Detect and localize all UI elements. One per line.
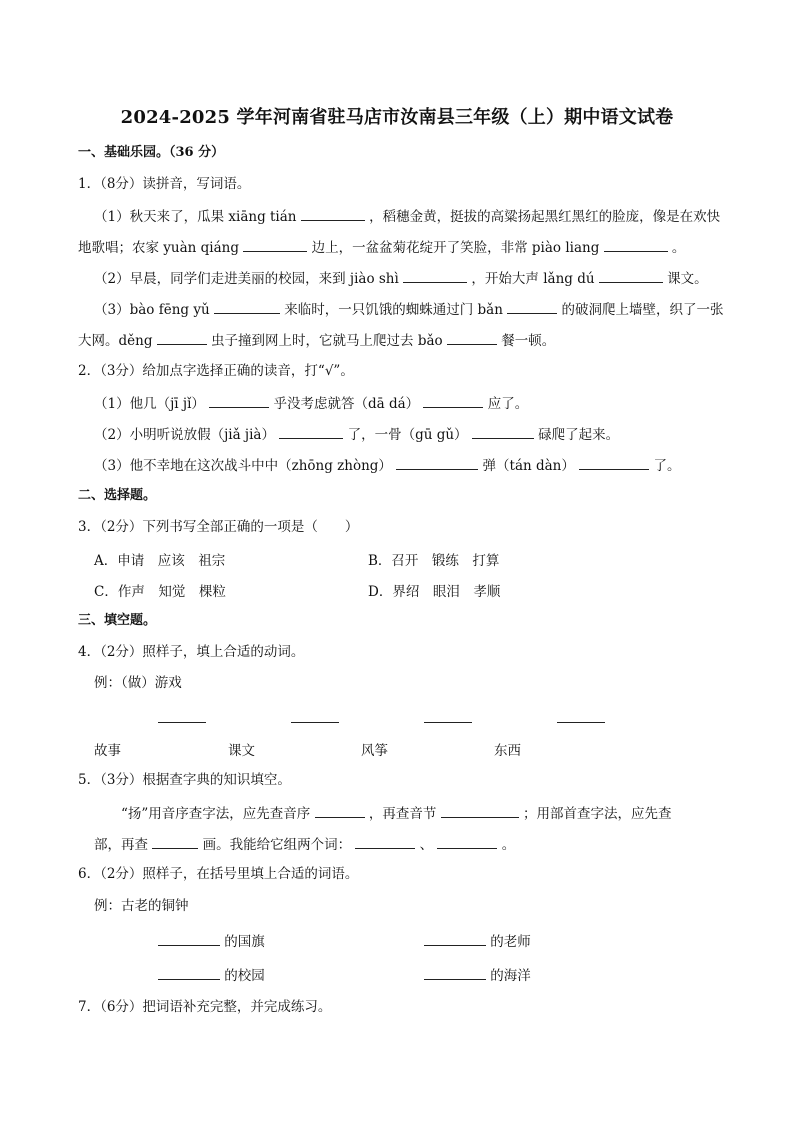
- section-heading-2: 二、选择题。: [78, 488, 157, 503]
- answer-blank[interactable]: [507, 299, 557, 314]
- pinyin-bao-feng-yu: bào fēng yǔ: [129, 302, 210, 318]
- pinyin-piao-liang: piào liang: [531, 240, 600, 256]
- answer-blank[interactable]: [209, 393, 269, 408]
- answer-blank[interactable]: [472, 424, 534, 439]
- question-1-part-3-line-2: 大网。děng 虫子撞到网上时，它就马上爬过去 bǎo 餐一顿。: [78, 330, 555, 350]
- pinyin-yuan-qiang: yuàn qiáng: [163, 240, 239, 256]
- pinyin-xiang-tian: xiāng tián: [228, 209, 297, 225]
- pinyin-ban: bǎn: [477, 302, 503, 318]
- question-2-line-1: （1）他几（jī jǐ） 乎没考虑就答（dā dá） 应了。: [94, 393, 528, 413]
- question-2-line-3: （3）他不幸地在这次战斗中中（zhōng zhòng） 弹（tán dàn） 了。: [94, 455, 680, 475]
- answer-blank[interactable]: [152, 834, 198, 849]
- answer-blank[interactable]: [599, 268, 663, 283]
- question-7-stem: 7．（6分）把词语补充完整，并完成练习。: [78, 999, 332, 1015]
- answer-blank[interactable]: [315, 803, 365, 818]
- answer-blank[interactable]: [423, 393, 483, 408]
- answer-blank[interactable]: [214, 299, 280, 314]
- question-1-part-3-line-1: （3）bào fēng yǔ 来临时，一只饥饿的蜘蛛通过门 bǎn 的破洞爬上墙壁，织了一张: [94, 299, 724, 319]
- question-5-line-1: “扬”用音序查字法，应先查音序 ，再查音节 ；用部首查字法，应先查: [121, 803, 672, 823]
- pinyin-lang-du: lǎng dú: [543, 271, 595, 287]
- answer-blank[interactable]: [158, 931, 220, 946]
- pinyin-bao: bǎo: [417, 333, 443, 349]
- question-2-line-2: （2）小明听说放假（jiǎ jià） 了，一骨（gū gǔ） 碌爬了起来。: [94, 424, 619, 444]
- answer-blank[interactable]: [403, 268, 467, 283]
- question-1-part-1-line-2: 地歌唱；农家 yuàn qiáng 边上，一盆盆菊花绽开了笑脸，非常 piào liang 。: [78, 237, 685, 257]
- option-c[interactable]: C．作声 知觉 棵粒: [94, 584, 226, 600]
- answer-blank[interactable]: [437, 834, 497, 849]
- answer-blank[interactable]: [291, 722, 339, 723]
- answer-blank[interactable]: [447, 330, 497, 345]
- answer-blank[interactable]: [424, 965, 486, 980]
- option-b[interactable]: B．召开 锻练 打算: [368, 553, 500, 569]
- question-6-example: 例：古老的铜钟: [94, 898, 189, 914]
- question-1-stem: 1．（8分）读拼音，写词语。: [78, 176, 251, 192]
- pinyin-deng: děng: [118, 333, 153, 349]
- question-3-stem: 3．（2分）下列书写全部正确的一项是（ ）: [78, 519, 359, 535]
- option-d[interactable]: D．界绍 眼泪 孝顺: [368, 584, 501, 600]
- question-1-part-1-line-1: （1）秋天来了，瓜果 xiāng tián ，稻穗金黄，挺拔的高粱扬起黑红黑红的脸庞，像是在欢快: [94, 206, 720, 226]
- answer-blank[interactable]: [355, 834, 415, 849]
- word-item: 故事: [94, 743, 121, 759]
- word-item: 课文: [228, 743, 255, 759]
- answer-blank[interactable]: [243, 237, 307, 252]
- answer-blank[interactable]: [424, 722, 472, 723]
- question-5-line-2: 部，再查 画。我能给它组两个词： 、 。: [94, 834, 515, 854]
- fill-item: 的国旗: [158, 930, 265, 950]
- question-6-stem: 6．（2分）照样子，在括号里填上合适的词语。: [78, 866, 359, 882]
- answer-blank[interactable]: [157, 330, 207, 345]
- section-heading-3: 三、填空题。: [78, 613, 157, 628]
- answer-blank[interactable]: [301, 206, 365, 221]
- section-heading-1: 一、基础乐园。（36 分）: [78, 145, 225, 160]
- answer-blank[interactable]: [279, 424, 343, 439]
- question-5-stem: 5．（3分）根据查字典的知识填空。: [78, 772, 291, 788]
- exam-title: 2024-2025 学年河南省驻马店市汝南县三年级（上）期中语文试卷: [120, 107, 674, 128]
- fill-item: 的老师: [424, 930, 531, 950]
- question-4-stem: 4．（2分）照样子，填上合适的动词。: [78, 644, 305, 660]
- answer-blank[interactable]: [158, 965, 220, 980]
- pinyin-jiao-shi: jiào shì: [349, 271, 399, 287]
- fill-item: 的海洋: [424, 964, 531, 984]
- answer-blank[interactable]: [604, 237, 668, 252]
- question-1-part-2: （2）早晨，同学们走进美丽的校园，来到 jiào shì ，开始大声 lǎng dú 课文。: [94, 268, 708, 288]
- answer-blank[interactable]: [557, 722, 605, 723]
- word-item: 风筝: [361, 743, 388, 759]
- fill-item: 的校园: [158, 964, 265, 984]
- answer-blank[interactable]: [158, 722, 206, 723]
- answer-blank[interactable]: [441, 803, 519, 818]
- answer-blank[interactable]: [424, 931, 486, 946]
- question-4-example: 例：（做）游戏: [94, 675, 182, 691]
- option-a[interactable]: A．申请 应该 祖宗: [94, 553, 226, 569]
- answer-blank[interactable]: [396, 455, 478, 470]
- question-2-stem: 2．（3分）给加点字选择正确的读音，打“√”。: [78, 363, 354, 379]
- word-item: 东西: [494, 743, 521, 759]
- answer-blank[interactable]: [579, 455, 649, 470]
